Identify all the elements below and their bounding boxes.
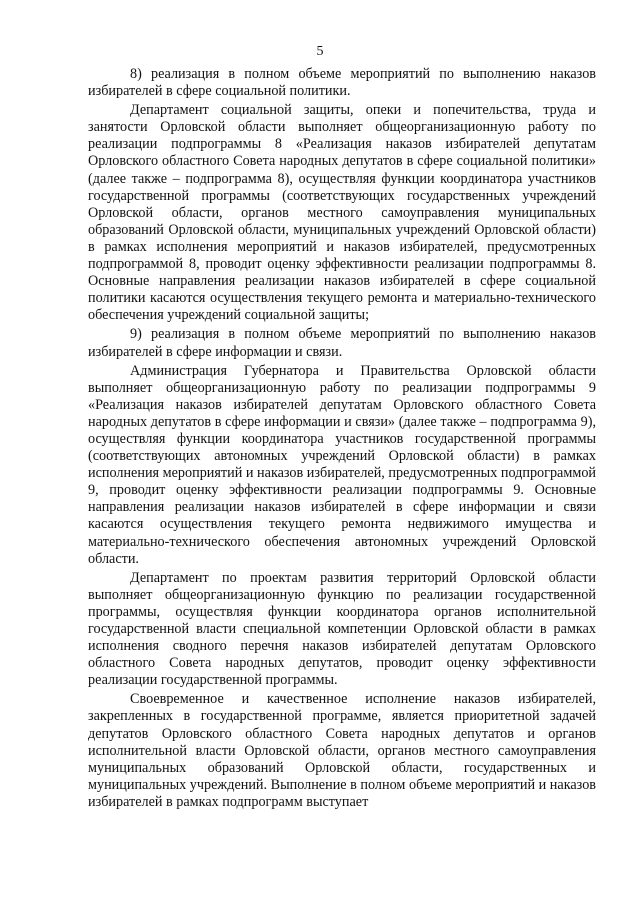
paragraph-timely-execution: Своевременное и качественное исполнение наказов избирателей, закрепленных в государственной программе, является приоритетной задачей депутатов Орловского областного Совета народных депутатов и органов исполнительной власти Орловской области, органов местного самоуправления муниципальных образований Орловской области, государственных и муниципальных учреждений. Выполнение в полном объеме мероприятий и наказов избирателей в рамках подпрограмм выступает	[88, 691, 596, 810]
paragraph-governor-administration: Администрация Губернатора и Правительства Орловской области выполняет общеорганизационную работу по реализации подпрограммы 9 «Реализация наказов избирателей депутатам Орловского областного Совета народных депутатов в сфере информации и связи» (далее также – подпрограмма 9), осуществляя функции координатора участников государственной программы (соответствующих автономных учреждений Орловской области) в рамках исполнения мероприятий и наказов избирателей, предусмотренных подпрограммой 9, проводит оценку эффективности реализации подпрограммы 9. Основные направления реализации наказов избирателей в сфере информации и связи касаются осуществления текущего ремонта недвижимого имущества и материально-технического обеспечения автономных учреждений Орловской области.	[88, 362, 596, 567]
paragraph-item-9: 9) реализация в полном объеме мероприятий по выполнению наказов избирателей в сфере информации и связи.	[88, 326, 596, 360]
paragraph-item-8: 8) реализация в полном объеме мероприятий по выполнению наказов избирателей в сфере социальной политики.	[88, 66, 596, 100]
paragraph-department-social-protection: Департамент социальной защиты, опеки и попечительства, труда и занятости Орловской области выполняет общеорганизационную работу по реализации подпрограммы 8 «Реализация наказов избирателей депутатам Орловского областного Совета народных депутатов в сфере социальной политики» (далее также – подпрограмма 8), осуществляя функции координатора участников государственной программы (соответствующих государственных учреждений Орловской области, органов местного самоуправления муниципальных образований Орловской области, муниципальных учреждений Орловской области) в рамках исполнения мероприятий и наказов избирателей, предусмотренных подпрограммой 8, проводит оценку эффективности реализации подпрограммы 8. Основные направления реализации наказов избирателей в сфере социальной политики касаются осуществления текущего ремонта и материально-технического обеспечения учреждений социальной защиты;	[88, 102, 596, 324]
document-body	[88, 66, 596, 813]
paragraph-department-territory-projects: Департамент по проектам развития территорий Орловской области выполняет общеорганизационную функцию по реализации государственной программы, осуществляя функции координатора органов исполнительной государственной власти специальной компетенции Орловской области в рамках исполнения сводного перечня наказов избирателей депутатам Орловского областного Совета народных депутатов, проводит оценку эффективности реализации государственной программы.	[88, 569, 596, 689]
page-number: 5	[316, 44, 324, 59]
